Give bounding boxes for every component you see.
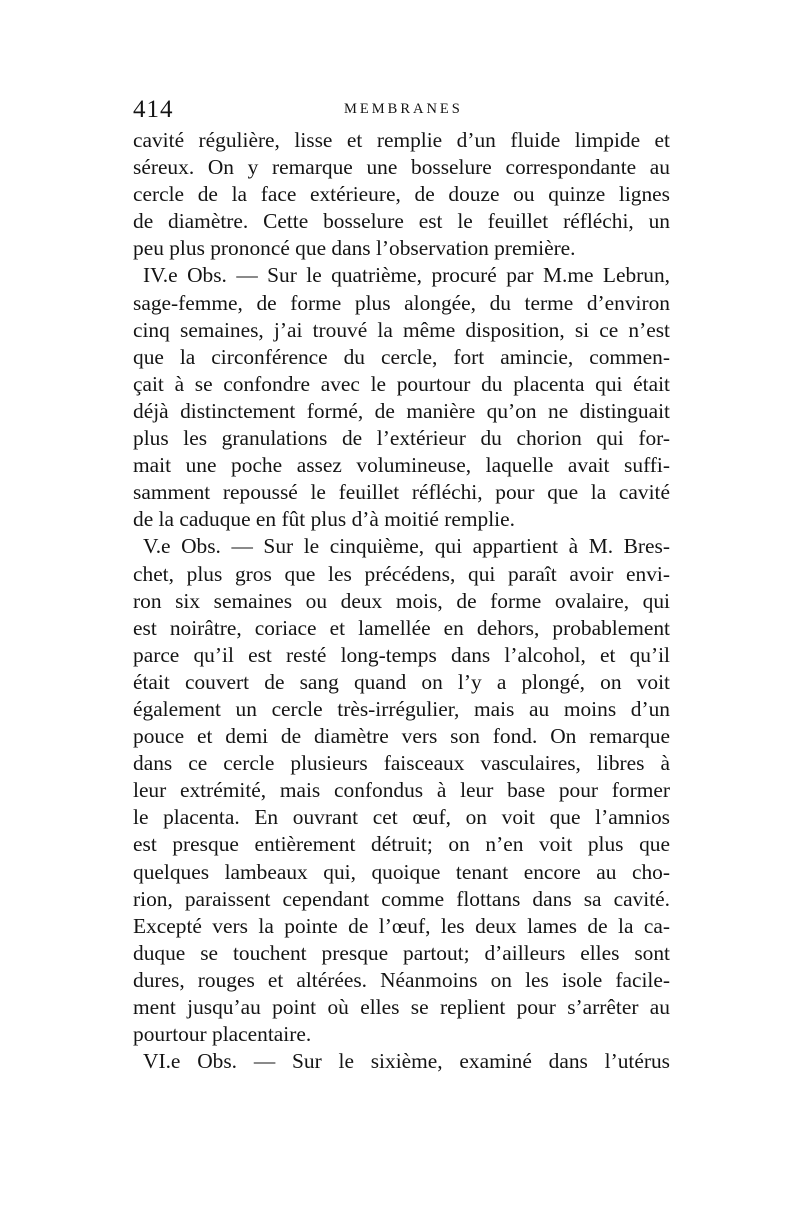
text-line: cavité régulière, lisse et remplie d’un fluide limpide et <box>133 128 670 152</box>
text-line: pouce et demi de diamètre vers son fond. On remarque <box>133 724 670 749</box>
text-line: le placenta. En ouvrant cet œuf, on voit que l’amnios <box>133 805 670 830</box>
book-page <box>133 96 670 1075</box>
text-line: dures, rouges et altérées. Néanmoins on les isole facile- <box>133 967 670 992</box>
text-line: est presque entièrement détruit; on n’en voit plus que <box>133 832 670 857</box>
text-line: leur extrémité, mais confondus à leur base pour former <box>133 778 670 803</box>
observation-heading-line: VI.e Obs. — Sur le sixième, examiné dans l’utérus <box>143 1049 670 1074</box>
text-line: dans ce cercle plusieurs faisceaux vasculaires, libres à <box>133 751 670 776</box>
body-text <box>133 127 670 1075</box>
text-line: rion, paraissent cependant comme flottans dans sa cavité. <box>133 886 670 911</box>
text-line: quelques lambeaux qui, quoique tenant encore au cho- <box>133 859 670 884</box>
running-head: MEMBRANES <box>344 101 463 117</box>
text-line: séreux. On y remarque une bosselure correspondante au <box>133 155 670 180</box>
text-line: mait une poche assez volumineuse, laquelle avait suffi- <box>133 453 670 478</box>
text-line: est noirâtre, coriace et lamellée en dehors, probablement <box>133 615 670 640</box>
text-line: cinq semaines, j’ai trouvé la même disposition, si ce n’est <box>133 317 670 342</box>
text-line: ron six semaines ou deux mois, de forme ovalaire, qui <box>133 588 670 613</box>
text-line: cercle de la face extérieure, de douze ou quinze lignes <box>133 182 670 207</box>
text-line: Excepté vers la pointe de l’œuf, les deux lames de la ca- <box>133 913 670 938</box>
text-line: était couvert de sang quand on l’y a plongé, on voit <box>133 669 670 694</box>
text-line: de diamètre. Cette bosselure est le feuillet réfléchi, un <box>133 209 670 234</box>
text-line: sage-femme, de forme plus alongée, du terme d’environ <box>133 290 670 315</box>
text-line: duque se touchent presque partout; d’ailleurs elles sont <box>133 940 670 965</box>
text-line: samment repoussé le feuillet réfléchi, pour que la cavité <box>133 480 670 505</box>
page-header <box>133 96 670 126</box>
observation-heading-line: V.e Obs. — Sur le cinquième, qui appartient à M. Bres- <box>143 534 670 559</box>
text-line: que la circonférence du cercle, fort amincie, commen- <box>133 344 670 369</box>
text-line: chet, plus gros que les précédens, qui paraît avoir envi- <box>133 561 670 586</box>
text-line: ment jusqu’au point où elles se replient pour s’arrêter au <box>133 995 670 1019</box>
observation-heading-line: IV.e Obs. — Sur le quatrième, procuré par M.me Lebrun, <box>143 263 670 288</box>
text-line: déjà distinctement formé, de manière qu’on ne distinguait <box>133 398 670 423</box>
text-line: pourtour placentaire. <box>133 1022 312 1047</box>
page-number: 414 <box>133 96 174 123</box>
text-line: plus les granulations de l’extérieur du chorion qui for- <box>133 426 670 451</box>
text-line: également un cercle très-irrégulier, mais au moins d’un <box>133 696 670 721</box>
text-line: çait à se confondre avec le pourtour du placenta qui était <box>133 371 670 396</box>
text-line: parce qu’il est resté long-temps dans l’alcohol, et qu’il <box>133 642 670 667</box>
text-line: peu plus prononcé que dans l’observation première. <box>133 236 576 261</box>
text-line: de la caduque en fût plus d’à moitié remplie. <box>133 507 515 532</box>
